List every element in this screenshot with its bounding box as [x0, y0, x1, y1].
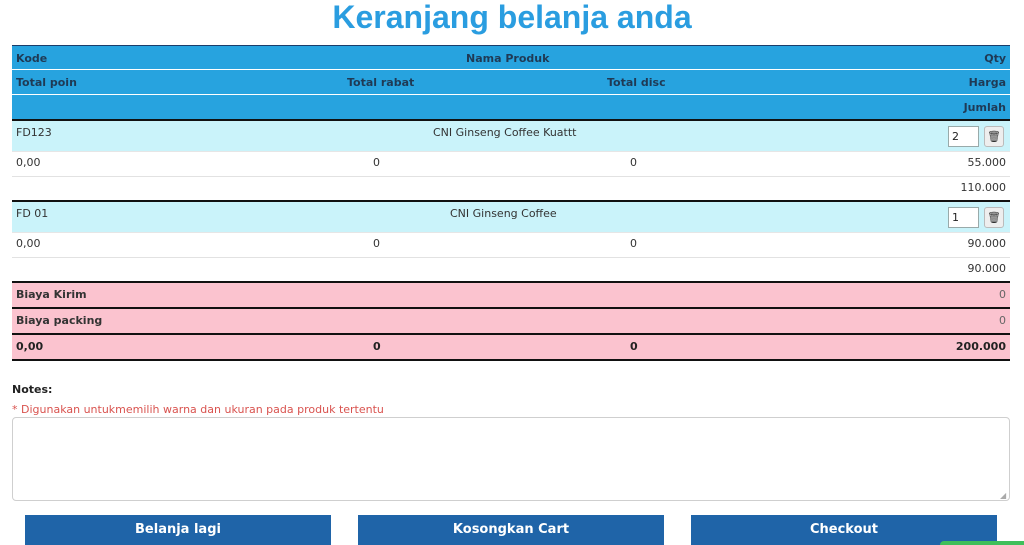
col-total-poin: Total poin	[16, 76, 77, 89]
floating-widget-edge[interactable]	[940, 541, 1024, 545]
item-values-row	[12, 233, 1010, 258]
item-disc: 0	[630, 156, 637, 169]
notes-textarea[interactable]	[12, 417, 1010, 501]
item-nama: CNI Ginseng Coffee Kuattt	[433, 126, 577, 139]
item-kode: FD 01	[16, 207, 49, 220]
item-harga: 90.000	[967, 237, 1006, 250]
biaya-kirim-value: 0	[999, 288, 1006, 301]
col-total-rabat: Total rabat	[347, 76, 415, 89]
trash-icon: 🗑	[987, 130, 1001, 143]
total-jumlah: 200.000	[955, 340, 1006, 353]
header-row-3	[12, 95, 1010, 121]
notes-label: Notes:	[12, 383, 53, 396]
cart-table	[12, 45, 1010, 361]
col-nama-produk: Nama Produk	[466, 52, 550, 65]
delete-button[interactable]	[984, 207, 1004, 228]
qty-input[interactable]: 2	[948, 126, 979, 147]
notes-hint: * Digunakan untukmemilih warna dan ukuran pada produk tertentu	[12, 403, 384, 416]
item-nama: CNI Ginseng Coffee	[450, 207, 557, 220]
item-row	[12, 121, 1010, 152]
item-rabat: 0	[373, 156, 380, 169]
biaya-kirim-label: Biaya Kirim	[16, 288, 87, 301]
item-kode: FD123	[16, 126, 52, 139]
item-jumlah: 110.000	[960, 181, 1006, 194]
item-disc: 0	[630, 237, 637, 250]
biaya-packing-row	[12, 309, 1010, 335]
item-poin: 0,00	[16, 237, 41, 250]
delete-button[interactable]	[984, 126, 1004, 147]
qty-input[interactable]: 1	[948, 207, 979, 228]
biaya-kirim-row	[12, 283, 1010, 309]
col-kode: Kode	[16, 52, 48, 65]
item-jumlah-row	[12, 177, 1010, 202]
belanja-lagi-button[interactable]: Belanja lagi	[25, 515, 331, 545]
trash-icon: 🗑	[987, 211, 1001, 224]
item-harga: 55.000	[967, 156, 1006, 169]
header-row-2	[12, 70, 1010, 95]
kosongkan-cart-button[interactable]: Kosongkan Cart	[358, 515, 664, 545]
item-jumlah: 90.000	[967, 262, 1006, 275]
item-values-row	[12, 152, 1010, 177]
item-poin: 0,00	[16, 156, 41, 169]
total-poin: 0,00	[16, 340, 44, 353]
col-total-disc: Total disc	[607, 76, 666, 89]
biaya-packing-label: Biaya packing	[16, 314, 103, 327]
item-rabat: 0	[373, 237, 380, 250]
biaya-packing-value: 0	[999, 314, 1006, 327]
col-jumlah: Jumlah	[963, 101, 1006, 114]
col-harga: Harga	[968, 76, 1006, 89]
checkout-button[interactable]: Checkout	[691, 515, 997, 545]
total-disc: 0	[630, 340, 638, 353]
col-qty: Qty	[984, 52, 1006, 65]
header-row-1	[12, 45, 1010, 70]
item-row	[12, 202, 1010, 233]
page-title: Keranjang belanja anda	[332, 0, 692, 35]
total-row	[12, 335, 1010, 361]
item-jumlah-row	[12, 258, 1010, 283]
resize-grip-icon[interactable]: ◢	[1000, 491, 1007, 500]
total-rabat: 0	[373, 340, 381, 353]
